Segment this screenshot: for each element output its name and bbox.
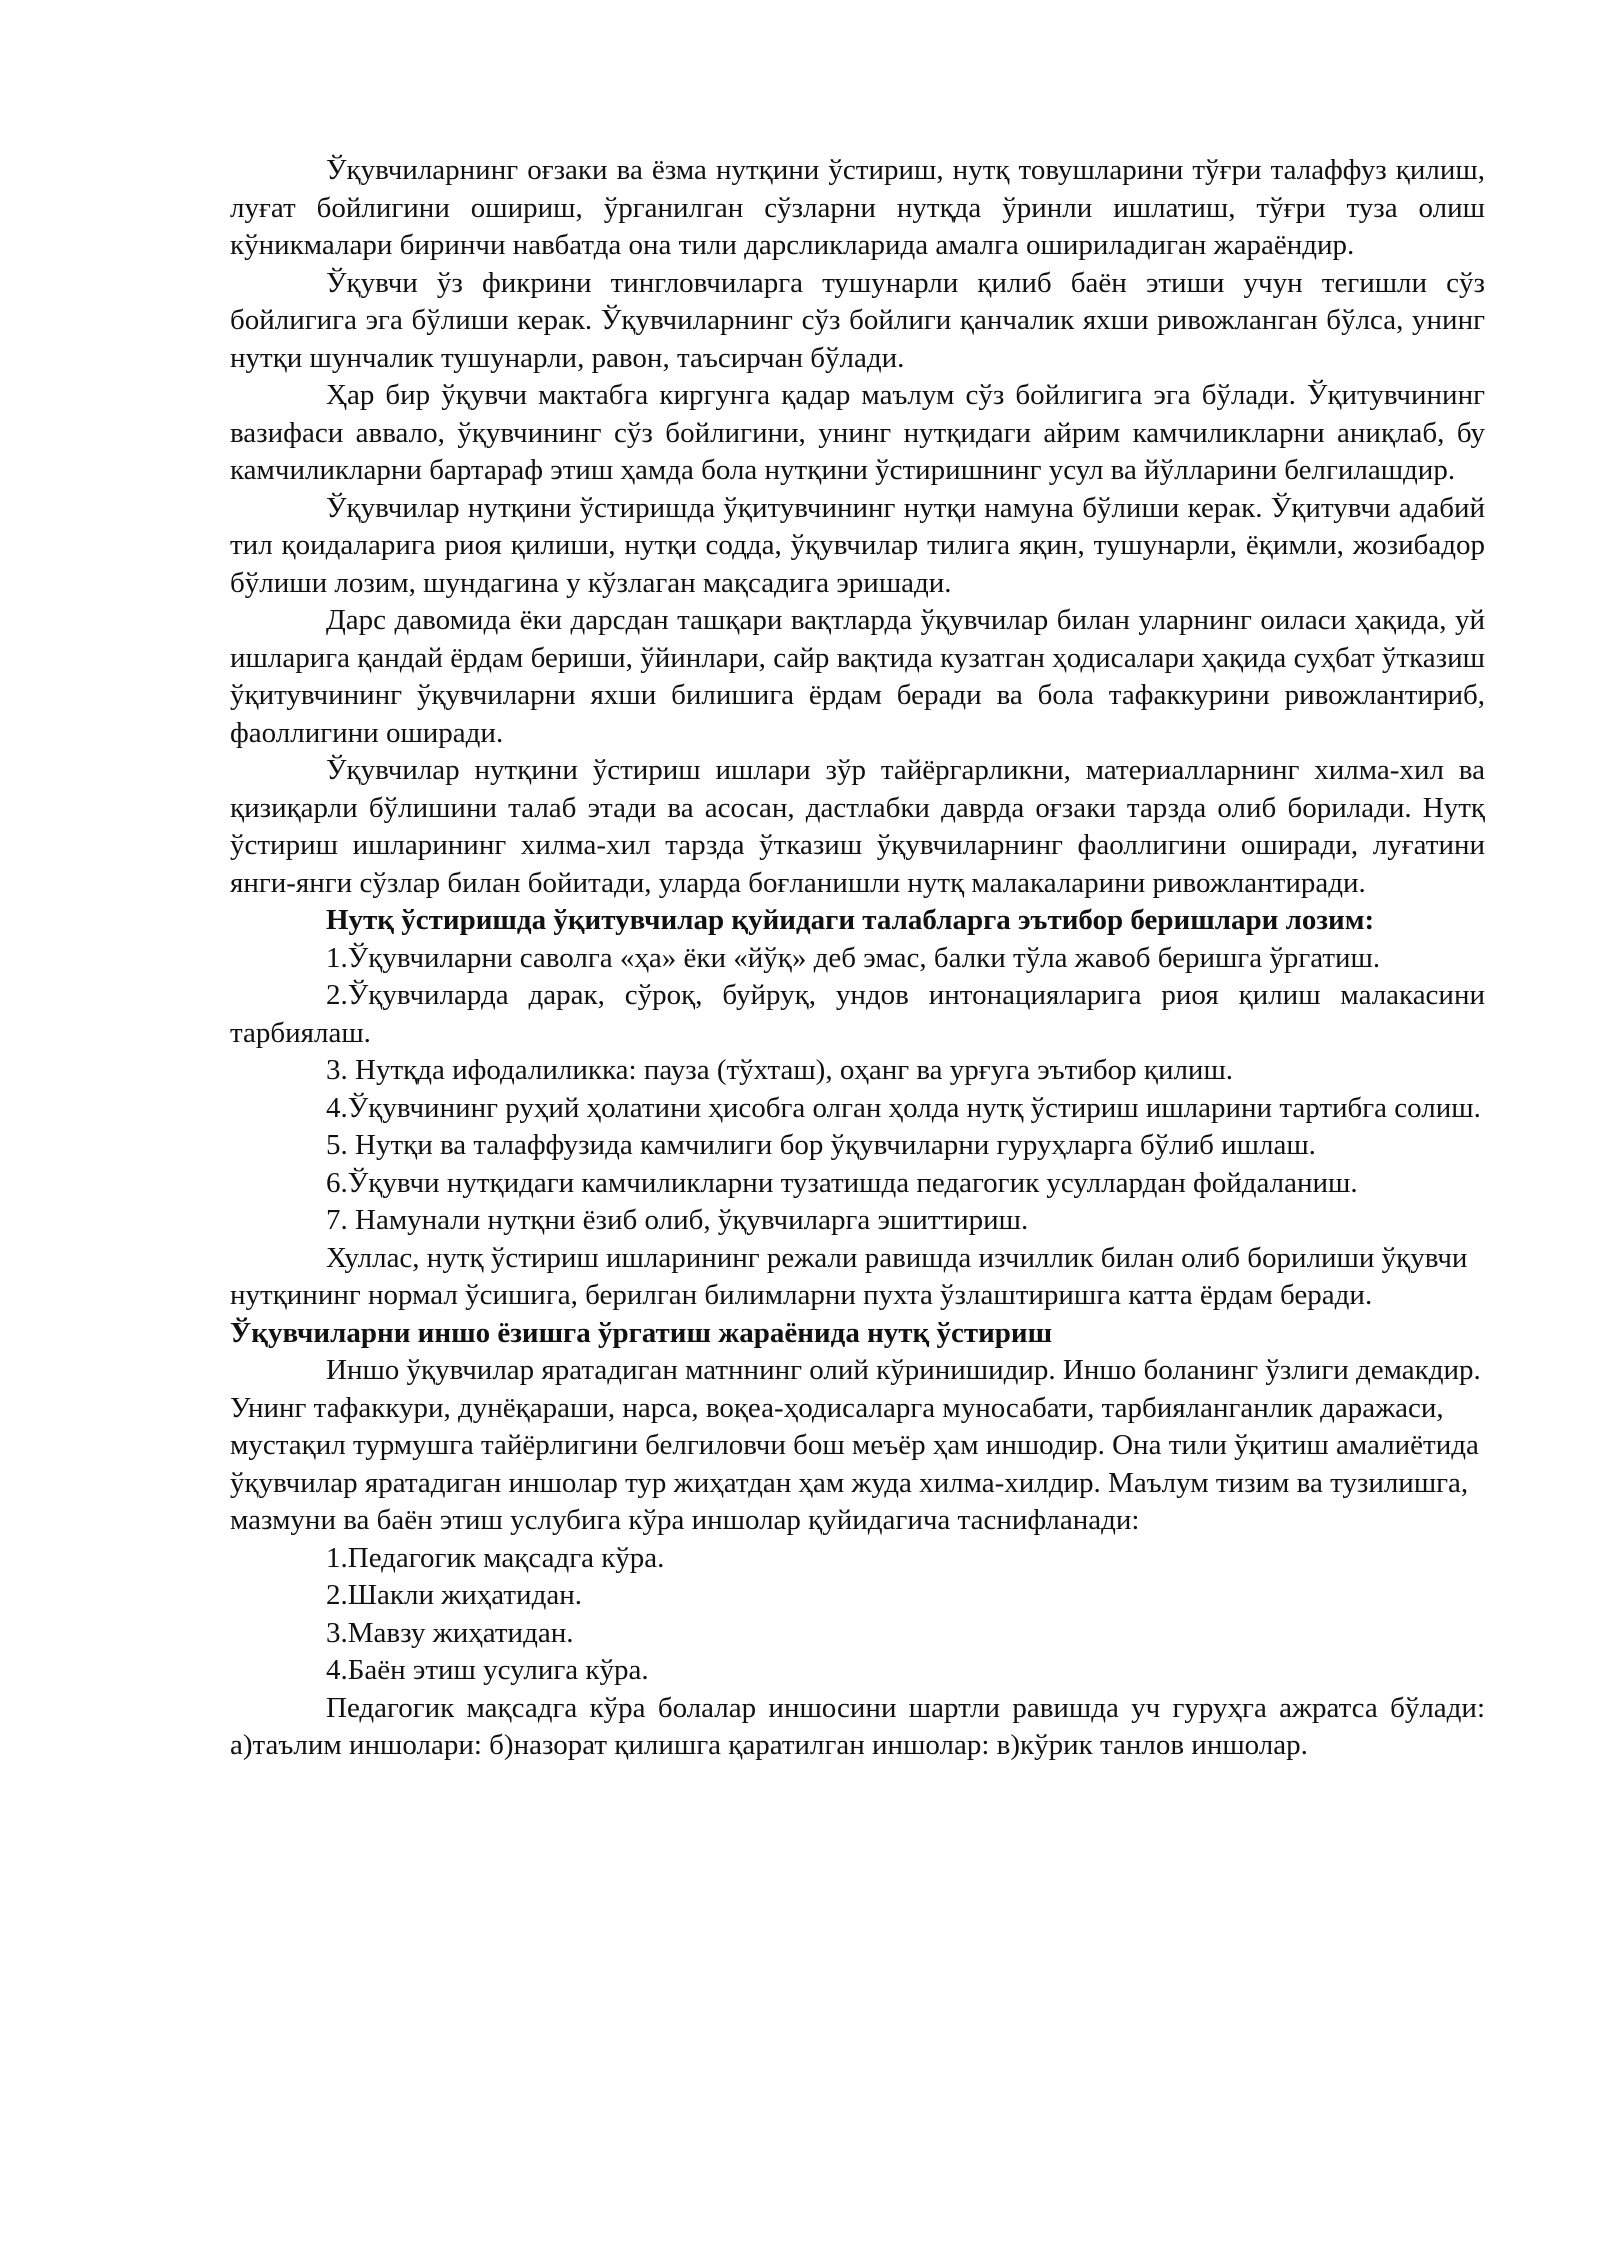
paragraph: Дарс давомида ёки дарсдан ташқари вақтларда ўқувчилар билан уларнинг оиласи ҳақида, уй ишларига қандай ёрдам бериши, ўйинлари, сайр вақтида кузатган ҳодисалари ҳақида суҳбат ўтказиш ўқитувчининг ўқувчиларни яхши билишига ёрдам беради ва бола тафаккурини ривожлантириб, фаоллигини оширади. bbox=[230, 604, 1485, 749]
paragraph: Ўқувчилар нутқини ўстириш ишлари зўр тайёргарликни, материалларнинг хилма-хил ва қизиқарли бўлишини талаб этади ва асосан, дастлабки даврда оғзаки тарзда олиб борилади. Нутқ ўстириш ишларининг хилма-хил тарзда ўтказиш ўқувчиларнинг фаоллигини оширади, луғатини янги-янги сўзлар билан бойитади, уларда боғланишли нутқ малакаларини ривожлантиради. bbox=[230, 754, 1485, 899]
paragraph: Ўқувчи ўз фикрини тингловчиларга тушунарли қилиб баён этиши учун тегишли сўз бойлигига эга бўлиши керак. Ўқувчиларнинг сўз бойлиги қанчалик яхши ривожланган бўлса, унинг нутқи шунчалик тушунарли, равон, таъсирчан бўлади. bbox=[230, 266, 1485, 374]
paragraph: Ўқувчиларнинг оғзаки ва ёзма нутқини ўстириш, нутқ товушларини тўғри талаффуз қилиш, луғат бойлигини ошириш, ўрганилган сўзларни нутқда ўринли ишлатиш, тўғри туза олиш кўникмалари биринчи навбатда она тили дарсликларида амалга ошириладиган жараёндир. bbox=[230, 154, 1485, 261]
list-item: 1.Ўқувчиларни саволга «ҳа» ёки «йўқ» деб эмас, балки тўла жавоб беришга ўргатиш. bbox=[326, 941, 1381, 974]
paragraph: Ҳар бир ўқувчи мактабга киргунга қадар маълум сўз бойлигига эга бўлади. Ўқитувчининг вазифаси аввало, ўқувчининг сўз бойлигини, унинг нутқидаги айрим камчиликларни аниқлаб, бу камчиликларни бартараф этиш ҳамда бола нутқини ўстиришнинг усул ва йўлларини белгилашдир. bbox=[230, 379, 1485, 486]
list-item: 5. Нутқи ва талаффузида камчилиги бор ўқувчиларни гуруҳларга бўлиб ишлаш. bbox=[326, 1129, 1316, 1161]
paragraph: Педагогик мақсадга кўра болалар иншосини шартли равишда уч гуруҳга ажратса бўлади: а)таълим иншолари: б)назорат қилишга қаратилган иншолар: в)кўрик танлов иншолар. bbox=[230, 1691, 1485, 1761]
section-heading: Ўқувчиларни иншо ёзишга ўргатиш жараёнида нутқ ўстириш bbox=[230, 1316, 1053, 1349]
list-item: 7. Намунали нутқни ёзиб олиб, ўқувчиларга эшиттириш. bbox=[326, 1204, 1029, 1236]
bold-paragraph: Нутқ ўстиришда ўқитувчилар қуйидаги талабларга эътибор беришлари лозим: bbox=[326, 904, 1375, 936]
list-item: 3. Нутқда ифодалиликка: пауза (тўхташ), оҳанг ва урғуга эътибор қилиш. bbox=[326, 1054, 1234, 1086]
list-item: 4.Ўқувчининг руҳий ҳолатини ҳисобга олган ҳолда нутқ ўстириш ишларини тартибга солиш. bbox=[326, 1091, 1481, 1124]
list-item: 6.Ўқувчи нутқидаги камчиликларни тузатишда педагогик усуллардан фойдаланиш. bbox=[326, 1166, 1358, 1199]
list-item: 4.Баён этиш усулига кўра. bbox=[326, 1654, 649, 1686]
list-item: 2.Шакли жиҳатидан. bbox=[326, 1579, 582, 1611]
list-item: 1.Педагогик мақсадга кўра. bbox=[326, 1541, 665, 1574]
list-item: 2.Ўқувчиларда дарак, сўроқ, буйруқ, ундов интонацияларига риоя қилиш малакасини тарбиялаш. bbox=[230, 979, 1485, 1049]
document-page bbox=[230, 152, 1485, 1765]
paragraph: Ўқувчилар нутқини ўстиришда ўқитувчининг нутқи намуна бўлиши керак. Ўқитувчи адабий тил қоидаларига риоя қилиши, нутқи содда, ўқувчилар тилига яқин, тушунарли, ёқимли, жозибадор бўлиши лозим, шундагина у кўзлаган мақсадига эришади. bbox=[230, 491, 1485, 599]
paragraph: Иншо ўқувчилар яратадиган матннинг олий кўринишидир. Иншо боланинг ўзлиги демакдир. Унинг тафаккури, дунёқараши, нарса, воқеа-ҳодисаларга муносабати, тарбияланганлик даражаси, мустақил турмушга тайёрлигини белгиловчи бош меъёр ҳам иншодир. Она тили ўқитиш амалиётида ўқувчилар яратадиган иншолар тур жиҳатдан ҳам жуда хилма-хилдир. Маълум тизим ва тузилишга, мазмуни ва баён этиш услубига кўра иншолар қуйидагича таснифланади: bbox=[230, 1354, 1481, 1536]
list-item: 3.Мавзу жиҳатидан. bbox=[326, 1616, 574, 1649]
paragraph: Хуллас, нутқ ўстириш ишларининг режали равишда изчиллик билан олиб борилиши ўқувчи нутқининг нормал ўсишига, берилган билимларни пухта ўзлаштиришга катта ёрдам беради. bbox=[230, 1241, 1468, 1311]
